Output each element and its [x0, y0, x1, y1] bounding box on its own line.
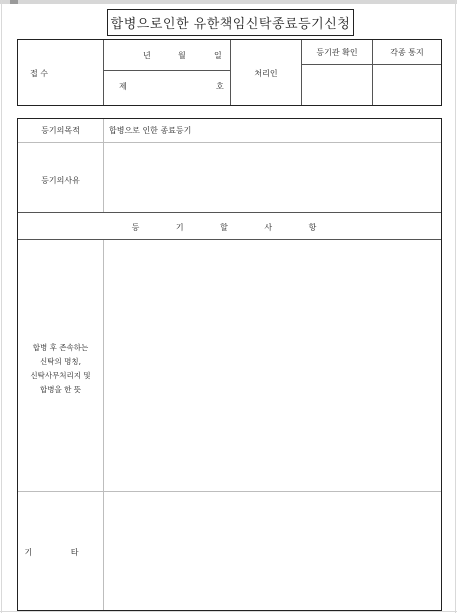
number-suffix-label: 호: [216, 82, 224, 91]
surviving-trust-label-line: 신탁사무처리지 및: [30, 371, 91, 380]
purpose-label: 등기의목적: [41, 126, 80, 135]
surviving-trust-label-line: 합병 후 존속하는: [32, 343, 89, 352]
reception-date-divider: [104, 70, 230, 71]
reception-divider: [103, 40, 104, 105]
surviving-trust-label: [18, 341, 103, 397]
page-guide-bottom: [0, 611, 457, 612]
purpose-value[interactable]: 합병으로 인한 종료등기: [109, 126, 192, 135]
page-guide-right: [455, 0, 456, 613]
page-guide-left: [1, 0, 2, 613]
form-title: 합병으로인한 유한책임신탁종료등기신청: [107, 9, 354, 36]
toolbar-handle[interactable]: [10, 0, 18, 4]
processor-label: 처리인: [254, 69, 278, 78]
reception-header-divider: [302, 64, 441, 65]
items-header: 등 기 할 사 항: [131, 223, 328, 232]
reason-label: 등기의사유: [41, 176, 80, 185]
other-label: 기 타: [24, 548, 97, 557]
number-prefix-label: 제: [119, 82, 127, 91]
reason-field[interactable]: [104, 143, 441, 212]
registry-check-label: 등기관 확인: [316, 48, 358, 57]
date-month-label: 월: [178, 51, 186, 60]
date-day-label: 일: [214, 51, 222, 60]
surviving-trust-field[interactable]: [104, 240, 441, 491]
reception-label: 접 수: [30, 69, 48, 78]
date-year-label: 년: [143, 51, 151, 60]
notice-label: 각종 통지: [390, 48, 424, 57]
section-divider: [18, 212, 441, 213]
surviving-trust-label-line: 신탁의 명칭,: [40, 357, 81, 366]
other-field[interactable]: [104, 492, 441, 610]
surviving-trust-label-line: 합병을 한 뜻: [40, 385, 81, 394]
window-top-bar: [0, 0, 457, 4]
